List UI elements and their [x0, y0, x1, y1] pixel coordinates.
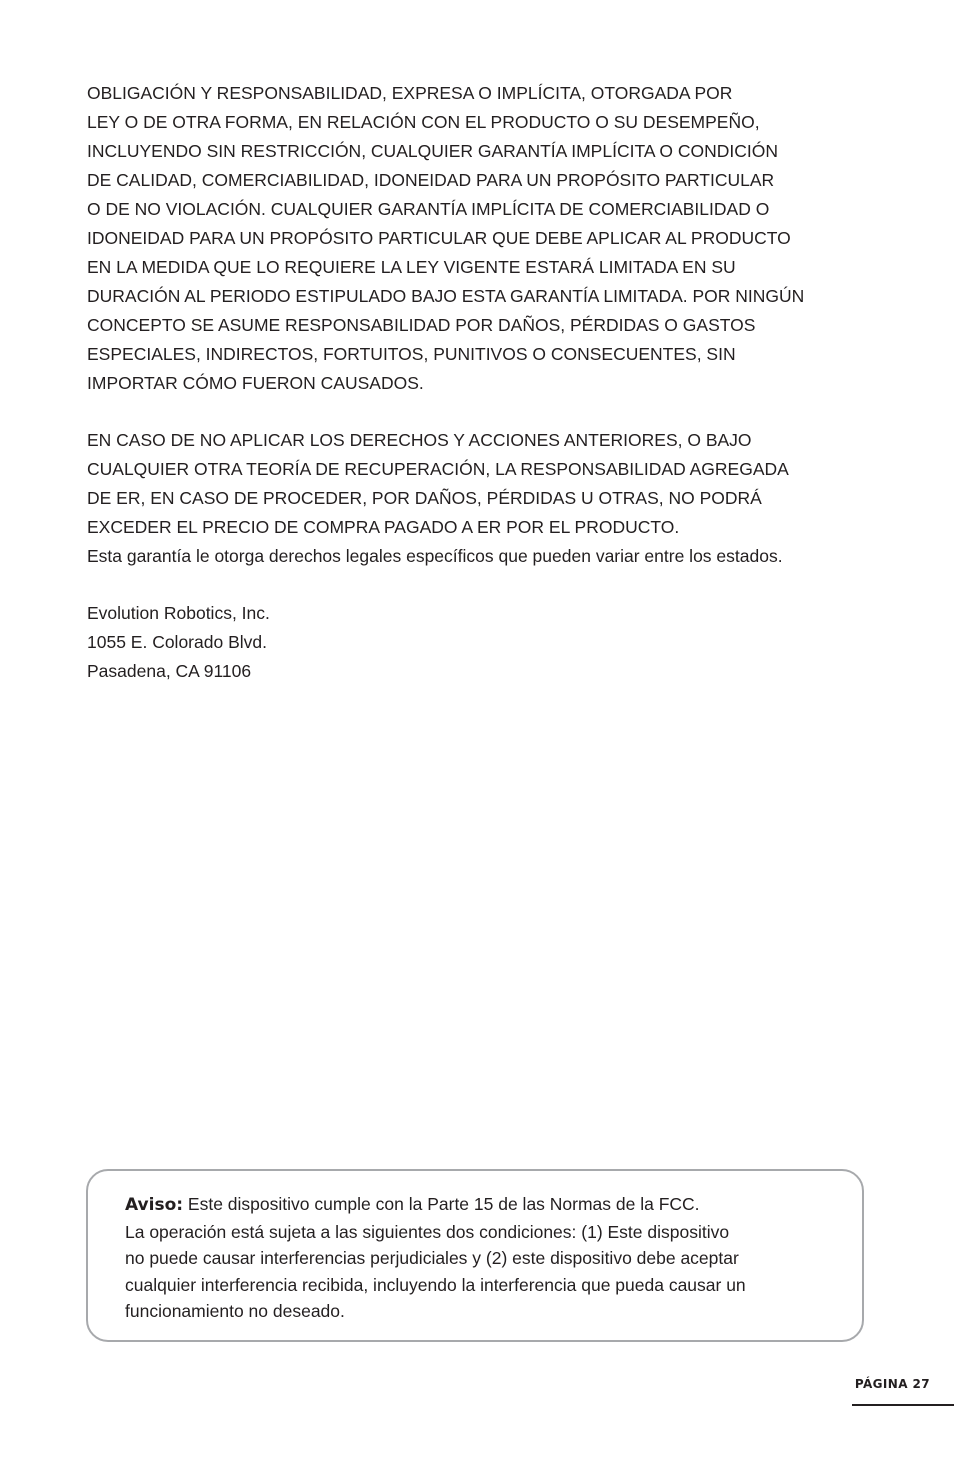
fcc-notice-box	[86, 1169, 864, 1342]
text-line: OBLIGACIÓN Y RESPONSABILIDAD, EXPRESA O IMPLÍCITA, OTORGADA POR	[87, 83, 733, 103]
city-state-zip: Pasadena, CA 91106	[87, 661, 252, 681]
text-line: LEY O DE OTRA FORMA, EN RELACIÓN CON EL PRODUCTO O SU DESEMPEÑO,	[87, 112, 760, 132]
notice-line: no puede causar interferencias perjudiciales y (2) este dispositivo debe aceptar	[125, 1248, 739, 1268]
footer-rule	[852, 1404, 954, 1406]
company-address	[87, 599, 887, 686]
text-line: CONCEPTO SE ASUME RESPONSABILIDAD POR DAÑOS, PÉRDIDAS O GASTOS	[87, 315, 756, 335]
company-name: Evolution Robotics, Inc.	[87, 603, 270, 623]
text-line: Esta garantía le otorga derechos legales específicos que pueden variar entre los estados.	[87, 546, 783, 566]
warranty-paragraph-liability	[87, 79, 887, 398]
text-line: ESPECIALES, INDIRECTOS, FORTUITOS, PUNITIVOS O CONSECUENTES, SIN	[87, 344, 736, 364]
text-line: DURACIÓN AL PERIODO ESTIPULADO BAJO ESTA GARANTÍA LIMITADA. POR NINGÚN	[87, 286, 805, 306]
text-line: IMPORTAR CÓMO FUERON CAUSADOS.	[87, 373, 424, 393]
street-address: 1055 E. Colorado Blvd.	[87, 632, 267, 652]
notice-line: funcionamiento no deseado.	[125, 1301, 345, 1321]
warranty-paragraph-remedies	[87, 426, 887, 571]
text-line: EN CASO DE NO APLICAR LOS DERECHOS Y ACCIONES ANTERIORES, O BAJO	[87, 430, 752, 450]
text-line: DE CALIDAD, COMERCIABILIDAD, IDONEIDAD PARA UN PROPÓSITO PARTICULAR	[87, 170, 775, 190]
text-line: O DE NO VIOLACIÓN. CUALQUIER GARANTÍA IMPLÍCITA DE COMERCIABILIDAD O	[87, 199, 770, 219]
text-line: EN LA MEDIDA QUE LO REQUIERE LA LEY VIGENTE ESTARÁ LIMITADA EN SU	[87, 257, 736, 277]
text-line: CUALQUIER OTRA TEORÍA DE RECUPERACIÓN, LA RESPONSABILIDAD AGREGADA	[87, 459, 789, 479]
notice-first-line-text: Este dispositivo cumple con la Parte 15 de las Normas de la FCC.	[183, 1194, 700, 1214]
page-number: PÁGINA 27	[854, 1377, 930, 1391]
notice-label: Aviso:	[125, 1195, 184, 1215]
notice-line: La operación está sujeta a las siguientes dos condiciones: (1) Este dispositivo	[125, 1221, 730, 1242]
text-line: INCLUYENDO SIN RESTRICCIÓN, CUALQUIER GARANTÍA IMPLÍCITA O CONDICIÓN	[87, 141, 779, 161]
text-line: EXCEDER EL PRECIO DE COMPRA PAGADO A ER POR EL PRODUCTO.	[87, 517, 680, 537]
text-line: IDONEIDAD PARA UN PROPÓSITO PARTICULAR QUE DEBE APLICAR AL PRODUCTO	[87, 228, 791, 248]
notice-line: cualquier interferencia recibida, incluyendo la interferencia que pueda causar un	[125, 1274, 746, 1295]
fcc-notice-text	[125, 1191, 845, 1325]
notice-first-line	[125, 1191, 845, 1219]
text-line: DE ER, EN CASO DE PROCEDER, POR DAÑOS, PÉRDIDAS U OTRAS, NO PODRÁ	[87, 488, 762, 508]
